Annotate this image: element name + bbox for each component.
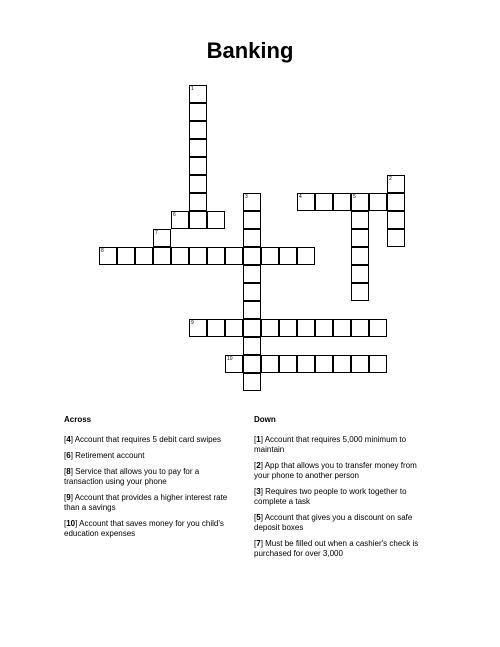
- grid-cell-number: 2: [389, 176, 392, 182]
- grid-cell: [153, 247, 171, 265]
- grid-cell: [189, 157, 207, 175]
- down-clue: [2] App that allows you to transfer money from your phone to another person: [254, 461, 417, 480]
- grid-cell: [117, 247, 135, 265]
- grid-cell: [369, 355, 387, 373]
- down-clues: [254, 415, 429, 565]
- grid-cell: [279, 319, 297, 337]
- grid-cell: [171, 211, 189, 229]
- grid-cell: [243, 193, 261, 211]
- grid-cell: [387, 175, 405, 193]
- across-clues: [64, 415, 239, 545]
- grid-cell: [243, 355, 261, 373]
- grid-cell: [243, 229, 261, 247]
- grid-cell: [333, 193, 351, 211]
- grid-cell: [225, 355, 243, 373]
- grid-cell: [387, 193, 405, 211]
- grid-cell: [189, 247, 207, 265]
- grid-cell: [387, 211, 405, 229]
- grid-cell: [243, 373, 261, 391]
- grid-cell: [279, 247, 297, 265]
- grid-cell: [333, 319, 351, 337]
- grid-cell: [261, 319, 279, 337]
- grid-cell-number: 10: [227, 356, 233, 362]
- grid-cell: [99, 247, 117, 265]
- grid-cell: [261, 247, 279, 265]
- grid-cell-number: 9: [191, 320, 194, 326]
- grid-cell: [315, 193, 333, 211]
- grid-cell: [189, 85, 207, 103]
- across-clue: [9] Account that provides a higher interest rate than a savings: [64, 493, 228, 512]
- grid-cell: [297, 319, 315, 337]
- grid-cell: [351, 265, 369, 283]
- grid-cell: [369, 319, 387, 337]
- across-clue: [4] Account that requires 5 debit card swipes: [64, 435, 222, 444]
- grid-cell: [153, 229, 171, 247]
- down-clue: [7] Must be filled out when a cashier's check is purchased for over 3,000: [254, 539, 419, 558]
- grid-cell: [207, 319, 225, 337]
- grid-cell: [297, 355, 315, 373]
- grid-cell: [243, 265, 261, 283]
- grid-cell: [225, 247, 243, 265]
- down-clue: [3] Requires two people to work together to complete a task: [254, 487, 407, 506]
- down-clue: [1] Account that requires 5,000 minimum to maintain: [254, 435, 407, 454]
- grid-cell: [351, 355, 369, 373]
- grid-cell: [243, 211, 261, 229]
- grid-cell: [243, 301, 261, 319]
- grid-cell: [351, 247, 369, 265]
- grid-cell: [189, 193, 207, 211]
- grid-cell: [207, 247, 225, 265]
- grid-cell: [243, 319, 261, 337]
- grid-cell: [189, 121, 207, 139]
- grid-cell-number: 8: [101, 248, 104, 254]
- grid-cell: [279, 355, 297, 373]
- grid-cell: [207, 211, 225, 229]
- grid-cell: [243, 337, 261, 355]
- grid-cell: [243, 283, 261, 301]
- across-clue: [8] Service that allows you to pay for a transaction using your phone: [64, 467, 200, 486]
- grid-cell: [189, 211, 207, 229]
- grid-cell-number: 4: [299, 194, 302, 200]
- grid-cell-number: 5: [353, 194, 356, 200]
- grid-cell: [315, 319, 333, 337]
- grid-cell: [297, 247, 315, 265]
- grid-cell: [189, 139, 207, 157]
- grid-cell: [351, 319, 369, 337]
- grid-cell: [351, 193, 369, 211]
- grid-cell: [189, 175, 207, 193]
- across-clue: [6] Retirement account: [64, 451, 145, 460]
- grid-cell: [387, 229, 405, 247]
- grid-cell: [333, 355, 351, 373]
- grid-cell: [351, 229, 369, 247]
- grid-cell: [351, 283, 369, 301]
- grid-cell: [189, 103, 207, 121]
- grid-cell-number: 6: [173, 212, 176, 218]
- across-clue: [10] Account that saves money for you child's education expenses: [64, 519, 224, 538]
- grid-cell: [243, 247, 261, 265]
- down-heading: Down: [254, 415, 276, 424]
- grid-cell: [351, 211, 369, 229]
- page-title: Banking: [206, 38, 294, 63]
- grid-cell: [261, 355, 279, 373]
- grid-cell: [189, 319, 207, 337]
- grid-cell: [297, 193, 315, 211]
- grid-cell: [369, 193, 387, 211]
- across-heading: Across: [64, 415, 92, 424]
- grid-cell-number: 1: [191, 86, 194, 92]
- down-clue: [5] Account that gives you a discount on safe deposit boxes: [254, 513, 413, 532]
- grid-cell-number: 3: [245, 194, 248, 200]
- grid-cell: [171, 247, 189, 265]
- grid-cell: [225, 319, 243, 337]
- grid-cell-number: 7: [155, 230, 158, 236]
- grid-cell: [315, 355, 333, 373]
- grid-cell: [135, 247, 153, 265]
